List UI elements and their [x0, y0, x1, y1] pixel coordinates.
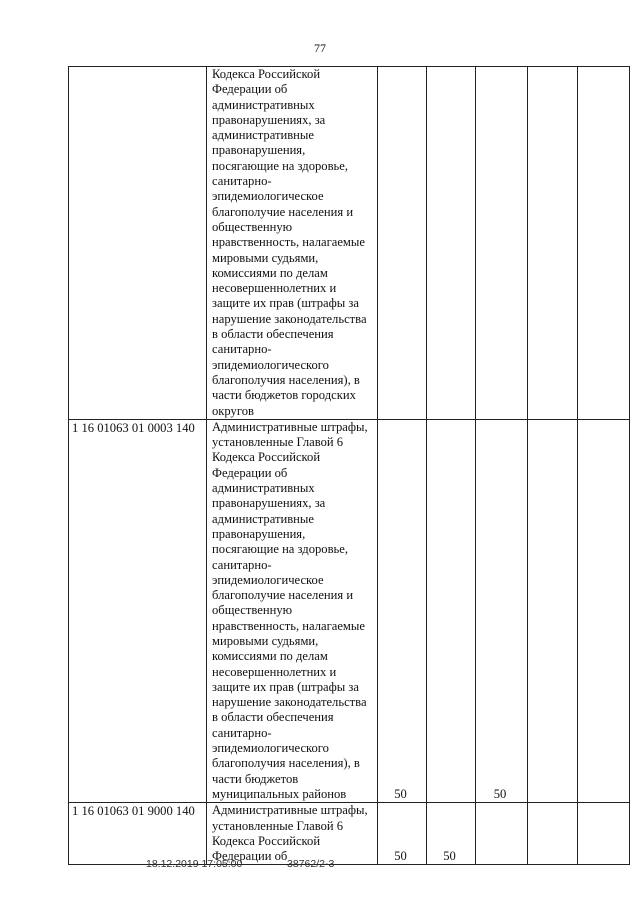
description-line: муниципальных районов: [212, 786, 347, 801]
description-line: Федерации об: [212, 849, 288, 864]
description-line: защите их прав (штрафы за: [212, 296, 359, 311]
table-row: [69, 67, 630, 420]
description-line: эпидемиологического: [212, 741, 329, 756]
description-line: административных: [212, 97, 315, 112]
budget-code-cell: [69, 67, 207, 420]
description-line: санитарно-: [212, 725, 272, 740]
description-line: несовершеннолетних и: [212, 664, 337, 679]
description-line: общественную: [212, 219, 293, 234]
description-line: мировыми судьями,: [212, 250, 319, 265]
description-line: административные: [212, 511, 314, 526]
description-line: защите их прав (штрафы за: [212, 679, 359, 694]
amount-cell-col-3: [476, 803, 528, 865]
description-line: части бюджетов городских: [212, 388, 356, 403]
amount-cell-col-5: [578, 67, 630, 420]
description-line: Кодекса Российской: [212, 450, 321, 465]
description-line: благополучие населения и: [212, 204, 354, 219]
amount-cell-col-5: [578, 803, 630, 865]
description-line: округов: [212, 403, 254, 418]
description-line: установленные Главой 6: [212, 435, 344, 450]
description-line: нравственность, налагаемые: [212, 618, 365, 633]
description-line: мировыми судьями,: [212, 633, 319, 648]
page-number: 77: [314, 41, 326, 55]
description-line: общественную: [212, 603, 293, 618]
description-line: Кодекса Российской: [212, 833, 321, 848]
footer-doc-id: 38762/2-3: [287, 858, 335, 870]
amount-cell-col-2: [427, 419, 476, 802]
description-cell: [207, 67, 378, 420]
budget-code-cell: 1 16 01063 01 0003 140: [69, 419, 207, 802]
description-line: эпидемиологического: [212, 357, 329, 372]
amount-cell-col-2: 50: [427, 803, 476, 865]
amount-cell-col-3: [476, 67, 528, 420]
description-line: комиссиями по делам: [212, 265, 328, 280]
description-line: нравственность, налагаемые: [212, 235, 365, 250]
description-line: эпидемиологическое: [212, 572, 324, 587]
description-line: правонарушения,: [212, 526, 306, 541]
description-line: правонарушениях, за: [212, 112, 326, 127]
table-row: [69, 803, 630, 865]
description-line: посягающие на здоровье,: [212, 542, 349, 557]
budget-code-cell: 1 16 01063 01 9000 140: [69, 803, 207, 865]
description-line: правонарушения,: [212, 143, 306, 158]
description-cell: [207, 803, 378, 865]
description-line: установленные Главой 6: [212, 818, 344, 833]
description-line: в области обеспечения: [212, 327, 334, 342]
description-line: части бюджетов: [212, 771, 299, 786]
footer-timestamp: 18.12.2019 17:05:00: [146, 858, 243, 870]
description-line: комиссиями по делам: [212, 649, 328, 664]
description-line: Административные штрафы,: [212, 803, 368, 818]
description-line: санитарно-: [212, 342, 272, 357]
description-line: санитарно-: [212, 174, 272, 189]
amount-cell-col-4: [528, 419, 578, 802]
revenue-code-table: [68, 66, 630, 865]
description-line: административные: [212, 128, 314, 143]
description-line: в области обеспечения: [212, 710, 334, 725]
amount-cell-col-2: [427, 67, 476, 420]
description-line: благополучия населения), в: [212, 372, 360, 387]
description-line: Федерации об: [212, 82, 288, 97]
amount-cell-col-5: [578, 419, 630, 802]
description-cell: [207, 419, 378, 802]
description-line: благополучие населения и: [212, 588, 354, 603]
description-line: правонарушениях, за: [212, 496, 326, 511]
amount-cell-col-3: 50: [476, 419, 528, 802]
description-line: посягающие на здоровье,: [212, 158, 349, 173]
description-line: Федерации об: [212, 465, 288, 480]
description-line: благополучия населения), в: [212, 756, 360, 771]
amount-cell-col-4: [528, 803, 578, 865]
amount-cell-col-1: 50: [378, 419, 427, 802]
amount-cell-col-1: [378, 67, 427, 420]
description-line: Административные штрафы,: [212, 419, 368, 434]
description-line: нарушение законодательства: [212, 695, 367, 710]
description-line: санитарно-: [212, 557, 272, 572]
description-line: нарушение законодательства: [212, 311, 367, 326]
table-row: [69, 419, 630, 802]
amount-cell-col-1: 50: [378, 803, 427, 865]
description-line: несовершеннолетних и: [212, 281, 337, 296]
description-line: административных: [212, 481, 315, 496]
amount-cell-col-4: [528, 67, 578, 420]
description-line: Кодекса Российской: [212, 67, 321, 81]
description-line: эпидемиологическое: [212, 189, 324, 204]
